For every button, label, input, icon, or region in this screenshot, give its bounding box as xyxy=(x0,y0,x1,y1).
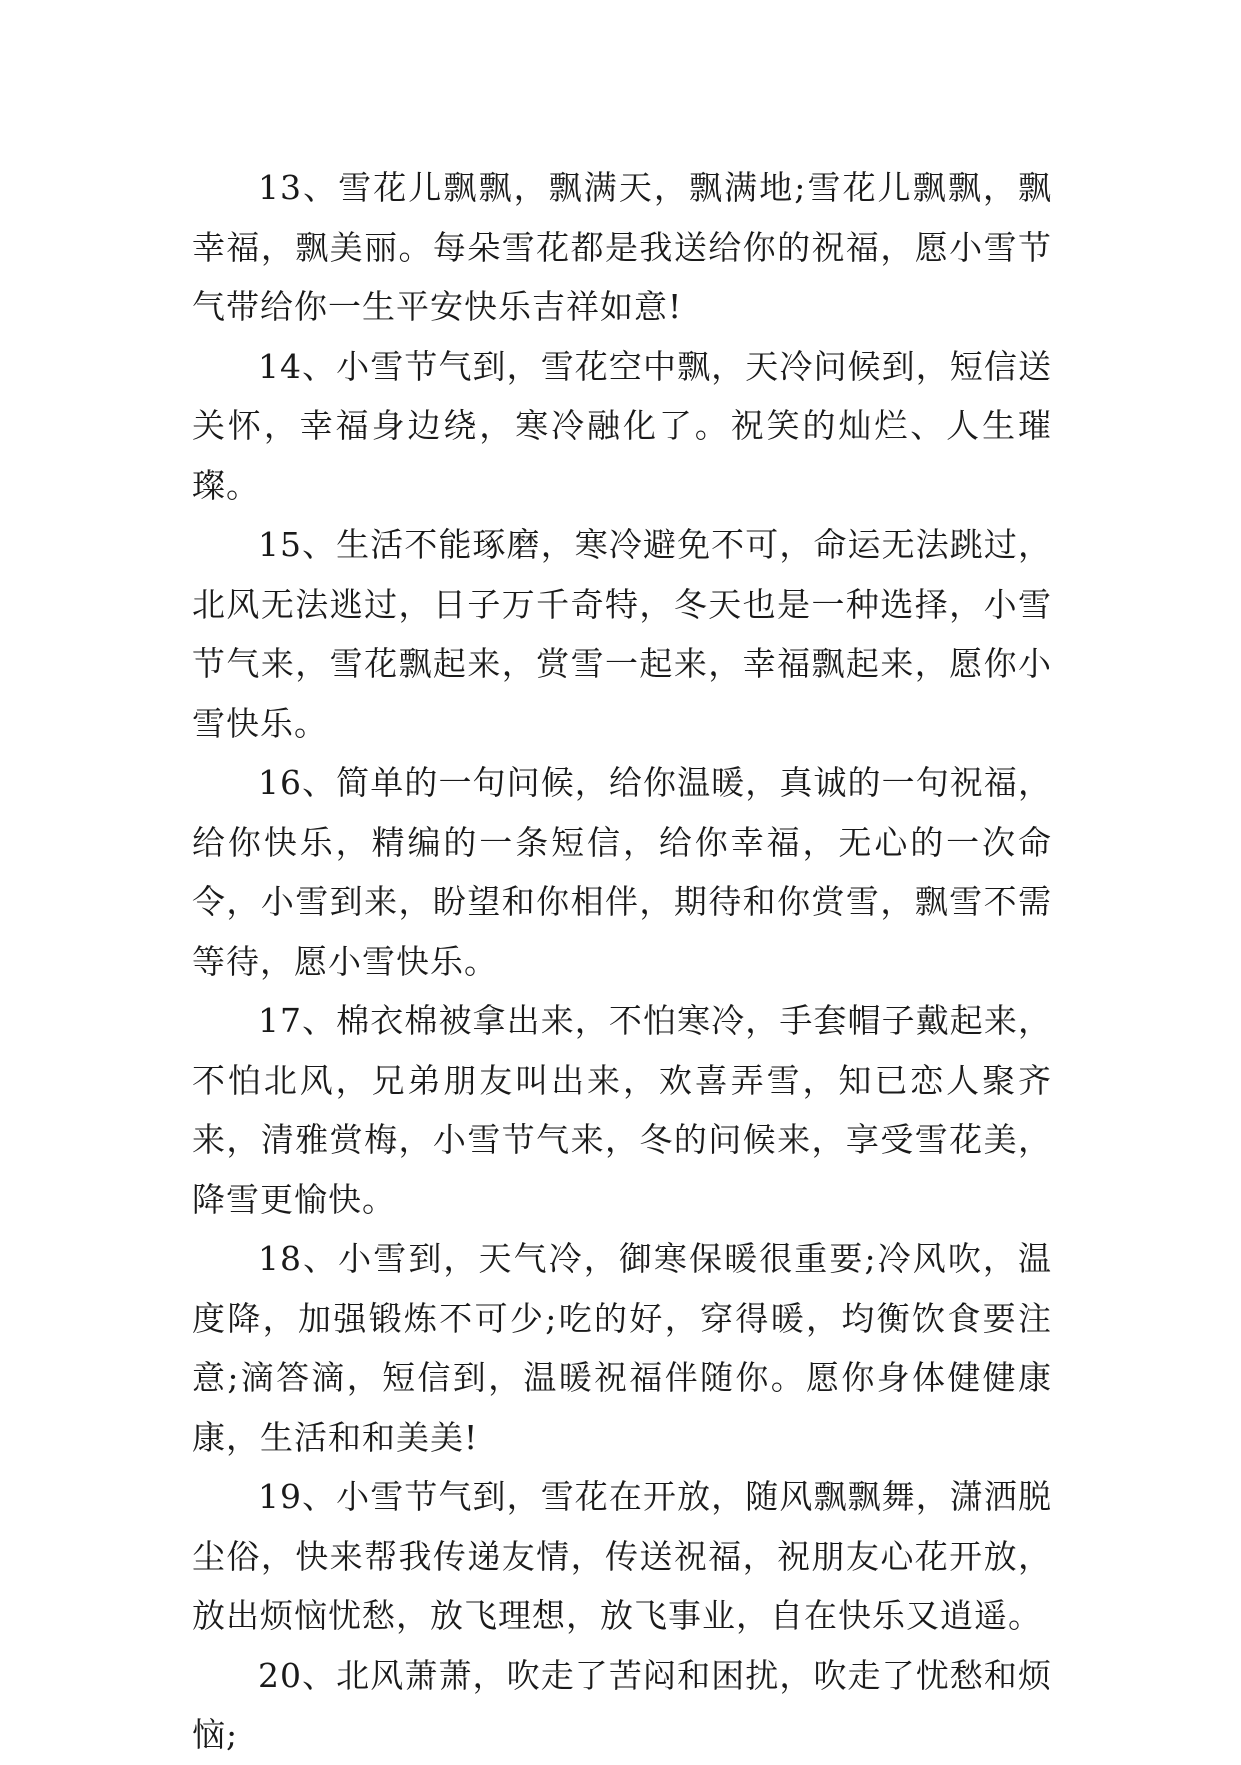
paragraph-16: 16、简单的一句问候，给你温暖，真诚的一句祝福，给你快乐，精编的一条短信，给你幸福，无心的一次命令，小雪到来，盼望和你相伴，期待和你赏雪，飘雪不需等待，愿小雪快乐。 xyxy=(192,763,1052,981)
paragraph-15: 15、生活不能琢磨，寒冷避免不可，命运无法跳过，北风无法逃过，日子万千奇特，冬天也是一种选择，小雪节气来，雪花飘起来，赏雪一起来，幸福飘起来，愿你小雪快乐。 xyxy=(192,525,1052,743)
paragraph-20: 20、北风萧萧，吹走了苦闷和困扰，吹走了忧愁和烦恼; xyxy=(192,1655,1052,1754)
document-page xyxy=(192,158,1052,1765)
paragraph-17: 17、棉衣棉被拿出来，不怕寒冷，手套帽子戴起来，不怕北风，兄弟朋友叫出来，欢喜弄雪，知已恋人聚齐来，清雅赏梅，小雪节气来，冬的问候来，享受雪花美，降雪更愉快。 xyxy=(192,1001,1052,1219)
paragraph-14: 14、小雪节气到，雪花空中飘，天冷问候到，短信送关怀，幸福身边绕，寒冷融化了。祝笑的灿烂、人生璀璨。 xyxy=(192,346,1052,505)
paragraph-19: 19、小雪节气到，雪花在开放，随风飘飘舞，潇洒脱尘俗，快来帮我传递友情，传送祝福，祝朋友心花开放，放出烦恼忧愁，放飞理想，放飞事业，自在快乐又逍遥。 xyxy=(192,1477,1052,1635)
paragraph-18: 18、小雪到，天气冷，御寒保暖很重要;冷风吹，温度降，加强锻炼不可少;吃的好，穿得暖，均衡饮食要注意;滴答滴，短信到，温暖祝福伴随你。愿你身体健健康康，生活和和美美! xyxy=(192,1239,1052,1457)
paragraph-13: 13、雪花儿飘飘，飘满天，飘满地;雪花儿飘飘，飘幸福，飘美丽。每朵雪花都是我送给你的祝福，愿小雪节气带给你一生平安快乐吉祥如意! xyxy=(192,168,1052,326)
